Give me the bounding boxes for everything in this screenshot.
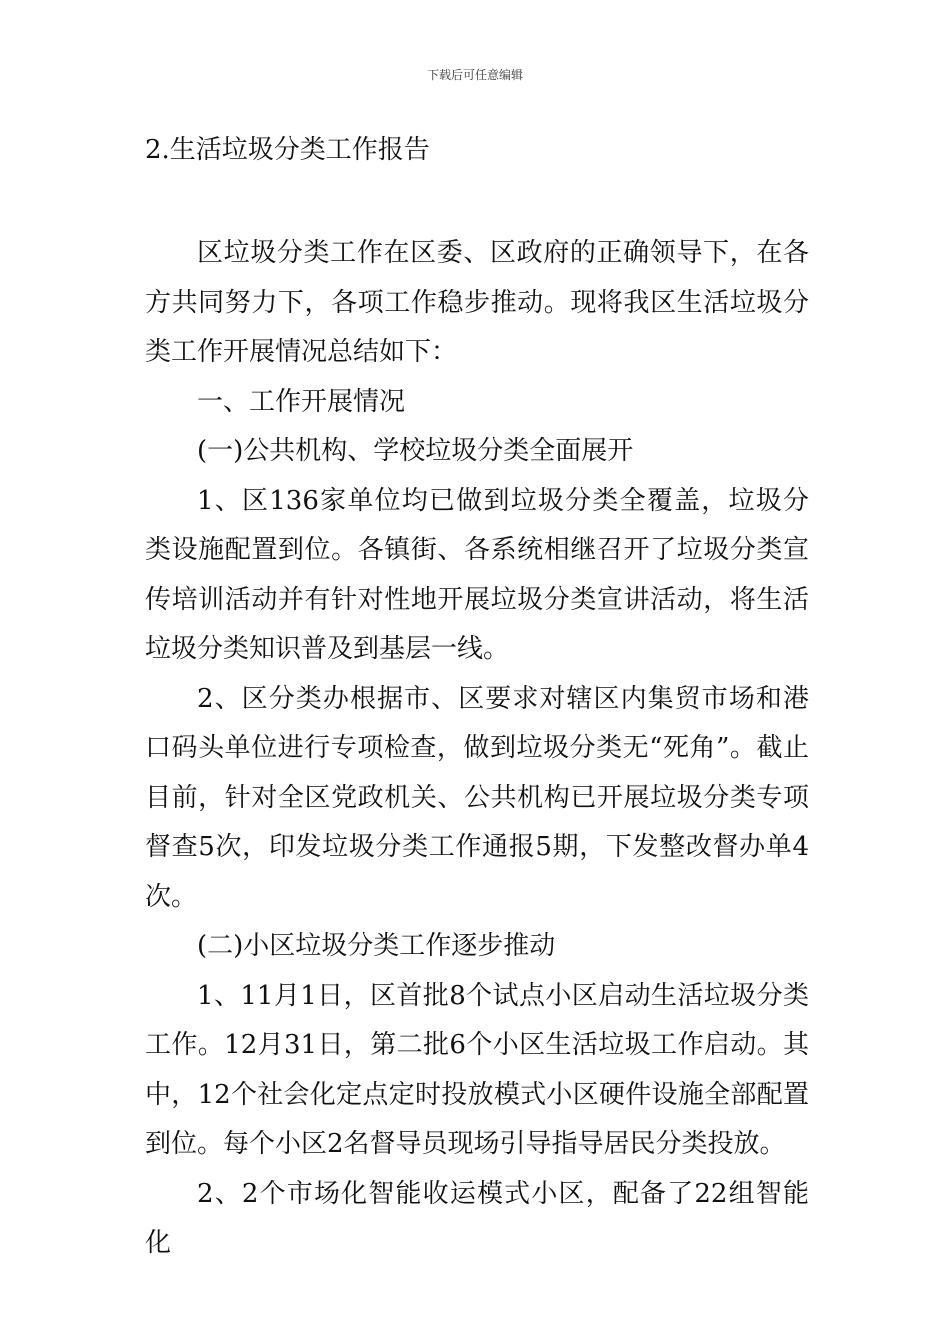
paragraph-item-1: 1、区136家单位均已做到垃圾分类全覆盖，垃圾分类设施配置到位。各镇街、各系统相继召开了垃圾分类宣传培训活动并有针对性地开展垃圾分类宣讲活动，将生活垃圾分类知识普及到基层一线。 xyxy=(145,485,809,664)
page-header-note: 下载后可任意编辑 xyxy=(426,68,523,82)
document-title: 2.生活垃圾分类工作报告 xyxy=(145,135,430,165)
paragraph-community-item-1: 1、11月1日，区首批8个试点小区启动生活垃圾分类工作。12月31日，第二批6个小区生活垃圾工作启动。其中，12个社会化定点定时投放模式小区硬件设施全部配置到位。每个小区2名督导员现场引导指导居民分类投放。 xyxy=(145,980,809,1159)
subsection-heading-communities: (二)小区垃圾分类工作逐步推动 xyxy=(197,931,556,961)
paragraph-intro: 区垃圾分类工作在区委、区政府的正确领导下，在各方共同努力下，各项工作稳步推动。现将我区生活垃圾分类工作开展情况总结如下： xyxy=(145,238,809,367)
document-body xyxy=(145,229,809,1269)
subsection-heading-public-institutions: (一)公共机构、学校垃圾分类全面展开 xyxy=(197,436,634,466)
paragraph-community-item-2: 2、2个市场化智能收运模式小区，配备了22组智能化 xyxy=(145,1178,809,1258)
paragraph-item-2: 2、区分类办根据市、区要求对辖区内集贸市场和港口码头单位进行专项检查，做到垃圾分类无“死角”。截止目前，针对全区党政机关、公共机构已开展垃圾分类专项督查5次，印发垃圾分类工作通报5期，下发整改督办单4次。 xyxy=(145,683,809,912)
section-heading-work-status: 一、工作开展情况 xyxy=(197,386,406,417)
